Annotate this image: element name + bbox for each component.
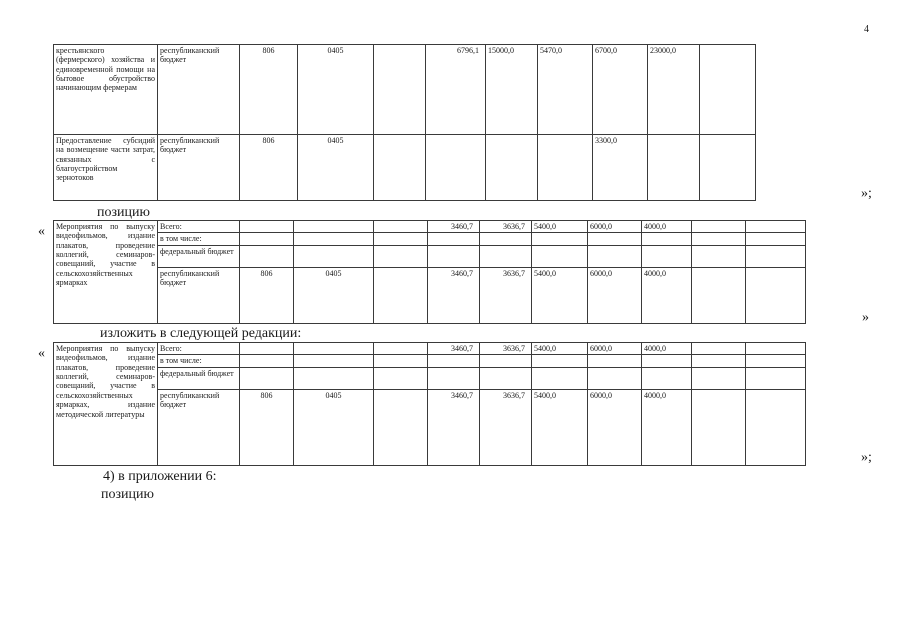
funding-source: республиканский бюджет — [158, 389, 240, 465]
code-cell: 806 — [240, 45, 298, 135]
value-cell — [532, 245, 588, 267]
funding-source: республиканский бюджет — [158, 135, 240, 201]
closing-quote: »; — [861, 186, 872, 201]
position-label: позицию — [97, 205, 150, 220]
value-cell — [294, 221, 374, 233]
funding-source: Всего: — [158, 343, 240, 355]
table-row — [54, 267, 806, 323]
value-cell — [240, 355, 294, 367]
value-cell — [588, 233, 642, 245]
value-cell — [692, 343, 746, 355]
value-cell: 23000,0 — [648, 45, 700, 135]
value-cell — [692, 233, 746, 245]
value-cell: 6000,0 — [588, 267, 642, 323]
value-cell: 3460,7 — [428, 221, 480, 233]
position-label: позицию — [101, 487, 154, 502]
value-cell — [240, 233, 294, 245]
value-cell — [240, 367, 294, 389]
budget-table-new-position — [53, 342, 806, 466]
value-cell — [700, 135, 756, 201]
value-cell — [294, 343, 374, 355]
value-cell: 6000,0 — [588, 221, 642, 233]
value-cell: 4000,0 — [642, 221, 692, 233]
value-cell — [428, 367, 480, 389]
value-cell — [428, 233, 480, 245]
value-cell: 3636,7 — [480, 221, 532, 233]
table-row — [54, 367, 806, 389]
measure-description: Предоставление субсидий на возмещение части затрат, связанных с благоустройством зернотоков — [54, 135, 158, 201]
table-row — [54, 343, 806, 355]
table-row — [54, 355, 806, 367]
value-cell — [480, 355, 532, 367]
value-cell: 3636,7 — [480, 343, 532, 355]
table-row — [54, 45, 756, 135]
value-cell — [588, 355, 642, 367]
value-cell: 6700,0 — [593, 45, 648, 135]
value-cell — [692, 221, 746, 233]
value-cell — [746, 245, 806, 267]
code-cell: 0405 — [298, 135, 374, 201]
value-cell — [294, 233, 374, 245]
value-cell — [426, 135, 486, 201]
funding-source: республиканский бюджет — [158, 267, 240, 323]
value-cell — [532, 233, 588, 245]
code-cell: 0405 — [294, 267, 374, 323]
value-cell — [480, 233, 532, 245]
value-cell: 5400,0 — [532, 267, 588, 323]
value-cell — [746, 389, 806, 465]
value-cell — [532, 355, 588, 367]
value-cell — [486, 135, 538, 201]
value-cell: 5470,0 — [538, 45, 593, 135]
code-cell: 806 — [240, 135, 298, 201]
value-cell — [374, 355, 428, 367]
value-cell — [700, 45, 756, 135]
value-cell — [374, 221, 428, 233]
value-cell: 5400,0 — [532, 389, 588, 465]
table-row — [54, 221, 806, 233]
funding-source: в том числе: — [158, 233, 240, 245]
value-cell: 3636,7 — [480, 389, 532, 465]
value-cell — [588, 367, 642, 389]
value-cell — [428, 245, 480, 267]
measure-description: Мероприятия по выпуску видеофильмов, издание плакатов, проведение коллегий, семинаров-совещаний, участие в сельскохозяйственных ярмарках — [54, 221, 158, 324]
value-cell — [538, 135, 593, 201]
value-cell — [642, 355, 692, 367]
new-edition-label: изложить в следующей редакции: — [100, 326, 302, 341]
closing-quote: »; — [861, 450, 872, 465]
value-cell: 3460,7 — [428, 389, 480, 465]
value-cell — [294, 367, 374, 389]
value-cell — [480, 367, 532, 389]
value-cell — [374, 389, 428, 465]
value-cell — [374, 233, 428, 245]
value-cell — [692, 367, 746, 389]
value-cell — [746, 355, 806, 367]
value-cell — [240, 221, 294, 233]
value-cell: 4000,0 — [642, 389, 692, 465]
code-cell: 806 — [240, 267, 294, 323]
funding-source: Всего: — [158, 221, 240, 233]
closing-quote: » — [862, 310, 869, 325]
value-cell — [374, 245, 428, 267]
value-cell — [294, 355, 374, 367]
budget-table-continued — [53, 44, 756, 201]
funding-source: федеральный бюджет — [158, 367, 240, 389]
value-cell — [374, 367, 428, 389]
value-cell: 4000,0 — [642, 267, 692, 323]
value-cell — [692, 267, 746, 323]
opening-quote: « — [38, 346, 45, 361]
value-cell — [374, 45, 426, 135]
table-row — [54, 135, 756, 201]
budget-table-old-position — [53, 220, 806, 324]
funding-source: в том числе: — [158, 355, 240, 367]
page-number: 4 — [864, 24, 869, 35]
value-cell — [294, 245, 374, 267]
value-cell — [374, 135, 426, 201]
value-cell — [648, 135, 700, 201]
value-cell: 3460,7 — [428, 267, 480, 323]
value-cell: 3300,0 — [593, 135, 648, 201]
value-cell — [746, 267, 806, 323]
value-cell — [642, 367, 692, 389]
value-cell — [240, 245, 294, 267]
value-cell: 5400,0 — [532, 221, 588, 233]
value-cell — [374, 267, 428, 323]
value-cell — [692, 355, 746, 367]
value-cell: 6000,0 — [588, 343, 642, 355]
value-cell: 5400,0 — [532, 343, 588, 355]
value-cell — [746, 367, 806, 389]
value-cell: 3636,7 — [480, 267, 532, 323]
value-cell — [692, 245, 746, 267]
code-cell: 0405 — [294, 389, 374, 465]
value-cell: 4000,0 — [642, 343, 692, 355]
value-cell — [374, 343, 428, 355]
appendix-item: 4) в приложении 6: — [103, 469, 217, 484]
value-cell — [588, 245, 642, 267]
funding-source: республиканский бюджет — [158, 45, 240, 135]
value-cell — [428, 355, 480, 367]
table-row — [54, 389, 806, 465]
value-cell — [642, 245, 692, 267]
value-cell — [692, 389, 746, 465]
value-cell — [746, 343, 806, 355]
value-cell — [532, 367, 588, 389]
code-cell: 806 — [240, 389, 294, 465]
value-cell: 3460,7 — [428, 343, 480, 355]
table-row — [54, 245, 806, 267]
code-cell: 0405 — [298, 45, 374, 135]
funding-source: федеральный бюджет — [158, 245, 240, 267]
measure-description: Мероприятия по выпуску видеофильмов, издание плакатов, проведение коллегий, семинаров-совещаний, участие в сельскохозяйственных ярмарках, издание методической литературы — [54, 343, 158, 466]
value-cell — [746, 221, 806, 233]
value-cell — [746, 233, 806, 245]
value-cell: 6796,1 — [426, 45, 486, 135]
value-cell — [240, 343, 294, 355]
value-cell — [642, 233, 692, 245]
value-cell: 6000,0 — [588, 389, 642, 465]
measure-description: крестьянского (фермерского) хозяйства и единовременной помощи на бытовое обустройство начинающим фермерам — [54, 45, 158, 135]
table-row — [54, 233, 806, 245]
value-cell — [480, 245, 532, 267]
value-cell: 15000,0 — [486, 45, 538, 135]
opening-quote: « — [38, 224, 45, 239]
